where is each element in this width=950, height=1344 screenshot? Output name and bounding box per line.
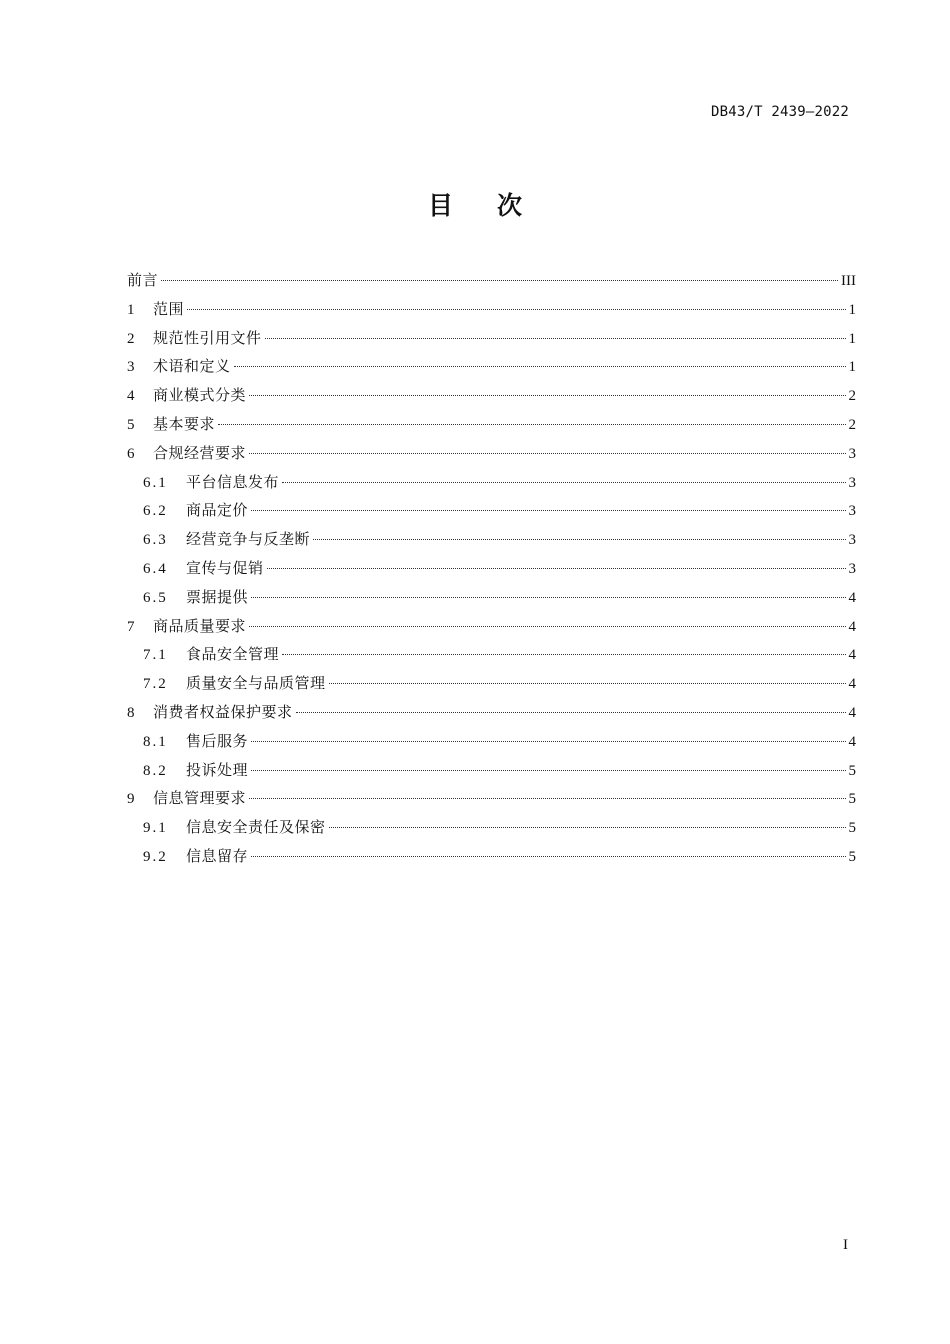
toc-dot-leader [251,597,845,598]
toc-entry-number: 8.2 [143,762,168,779]
toc-entry-page: 5 [848,820,856,837]
toc-entry-label: 范围 [153,299,185,318]
toc-entry-number: 9 [127,791,135,808]
toc-entry-page: 4 [848,704,856,721]
toc-entry-page: 2 [848,416,856,433]
toc-entry-page: 4 [848,647,856,664]
toc-entry-label: 投诉处理 [186,760,249,779]
toc-dot-leader [282,654,845,655]
toc-dot-leader [249,453,845,454]
toc-entry-page: 5 [848,791,856,808]
toc-entry[interactable] [127,640,856,669]
toc-dot-leader [161,280,838,281]
toc-entry[interactable] [127,352,856,381]
toc-entry[interactable] [127,727,856,756]
toc-dot-leader [267,568,846,569]
toc-entry-label: 信息管理要求 [153,789,247,808]
toc-dot-leader [313,539,845,540]
toc-dot-leader [251,770,845,771]
toc-entry-number: 9.1 [143,820,168,837]
toc-entry-number: 3 [127,359,135,376]
toc-entry[interactable] [127,410,856,439]
toc-dot-leader [329,683,846,684]
toc-entry-page: 3 [848,474,856,491]
toc-dot-leader [249,798,845,799]
toc-entry-page: 4 [848,618,856,635]
toc-entry-label: 术语和定义 [153,357,231,376]
toc-dot-leader [251,510,845,511]
toc-entry-number: 7.1 [143,647,168,664]
toc-entry[interactable] [127,842,856,871]
toc-entry-page: 3 [848,532,856,549]
document-code: DB43/T 2439—2022 [710,104,849,120]
toc-entry-page: 3 [848,560,856,577]
toc-entry-page: 5 [848,762,856,779]
toc-entry-page: III [841,273,856,289]
toc-dot-leader [282,482,845,483]
toc-entry-page: 5 [848,848,856,865]
toc-entry-number: 8 [127,704,135,721]
toc-entry-label: 平台信息发布 [186,472,280,491]
toc-entry[interactable] [127,698,856,727]
toc-entry-page: 4 [848,676,856,693]
toc-entry-number: 6.2 [143,503,168,520]
toc-dot-leader [234,366,846,367]
toc-entry-number: 7 [127,618,135,635]
toc-entry-page: 1 [848,330,856,347]
toc-entry-label: 票据提供 [186,587,249,606]
toc-title: 目次 [427,191,566,220]
toc-entry[interactable] [127,784,856,813]
toc-entry[interactable] [127,525,856,554]
toc-entry[interactable] [127,266,856,295]
toc-entry-number: 9.2 [143,848,168,865]
toc-entry-number: 6 [127,445,135,462]
toc-entry-label: 质量安全与品质管理 [186,674,326,693]
toc-entry-label: 前言 [127,271,159,289]
toc-entry-label: 消费者权益保护要求 [153,702,293,721]
toc-dot-leader [249,626,845,627]
toc-dot-leader [251,856,845,857]
toc-dot-leader [329,827,846,828]
toc-entry[interactable] [127,669,856,698]
toc-entry-number: 6.4 [143,560,168,577]
toc-dot-leader [218,424,845,425]
toc-entry-label: 信息安全责任及保密 [186,818,326,837]
toc-entry[interactable] [127,324,856,353]
toc-entry-number: 5 [127,416,135,433]
toc-entry-label: 经营竞争与反垄断 [186,530,311,549]
toc-entry-label: 商业模式分类 [153,386,247,405]
toc-entry[interactable] [127,813,856,842]
toc-entry-label: 信息留存 [186,846,249,865]
toc-entry[interactable] [127,583,856,612]
toc-entry-number: 6.1 [143,474,168,491]
toc-entry-page: 4 [848,589,856,606]
toc-entry-number: 7.2 [143,676,168,693]
toc-dot-leader [187,309,845,310]
toc-entry-label: 商品定价 [186,501,249,520]
table-of-contents [127,266,856,871]
toc-entry[interactable] [127,496,856,525]
toc-entry[interactable] [127,468,856,497]
toc-entry-label: 售后服务 [186,731,249,750]
toc-dot-leader [251,741,845,742]
toc-entry[interactable] [127,554,856,583]
toc-entry[interactable] [127,381,856,410]
toc-entry-label: 基本要求 [153,414,216,433]
toc-entry-label: 合规经营要求 [153,443,247,462]
toc-entry-page: 3 [848,503,856,520]
toc-entry[interactable] [127,756,856,785]
toc-dot-leader [265,338,846,339]
toc-entry-number: 6.3 [143,532,168,549]
page-number: I [843,1237,848,1253]
toc-entry-number: 2 [127,330,135,347]
toc-dot-leader [296,712,846,713]
toc-entry-page: 2 [848,388,856,405]
toc-entry[interactable] [127,295,856,324]
toc-entry-label: 规范性引用文件 [153,328,262,347]
toc-entry-number: 6.5 [143,589,168,606]
toc-dot-leader [249,395,845,396]
toc-entry-number: 1 [127,301,135,318]
toc-entry-page: 1 [848,359,856,376]
toc-entry-page: 4 [848,733,856,750]
toc-entry-page: 3 [848,445,856,462]
toc-entry[interactable] [127,439,856,468]
toc-entry-label: 宣传与促销 [186,558,264,577]
toc-entry[interactable] [127,612,856,641]
toc-entry-label: 食品安全管理 [186,645,280,664]
toc-entry-label: 商品质量要求 [153,616,247,635]
toc-entry-number: 8.1 [143,733,168,750]
toc-entry-number: 4 [127,388,135,405]
toc-entry-page: 1 [848,301,856,318]
